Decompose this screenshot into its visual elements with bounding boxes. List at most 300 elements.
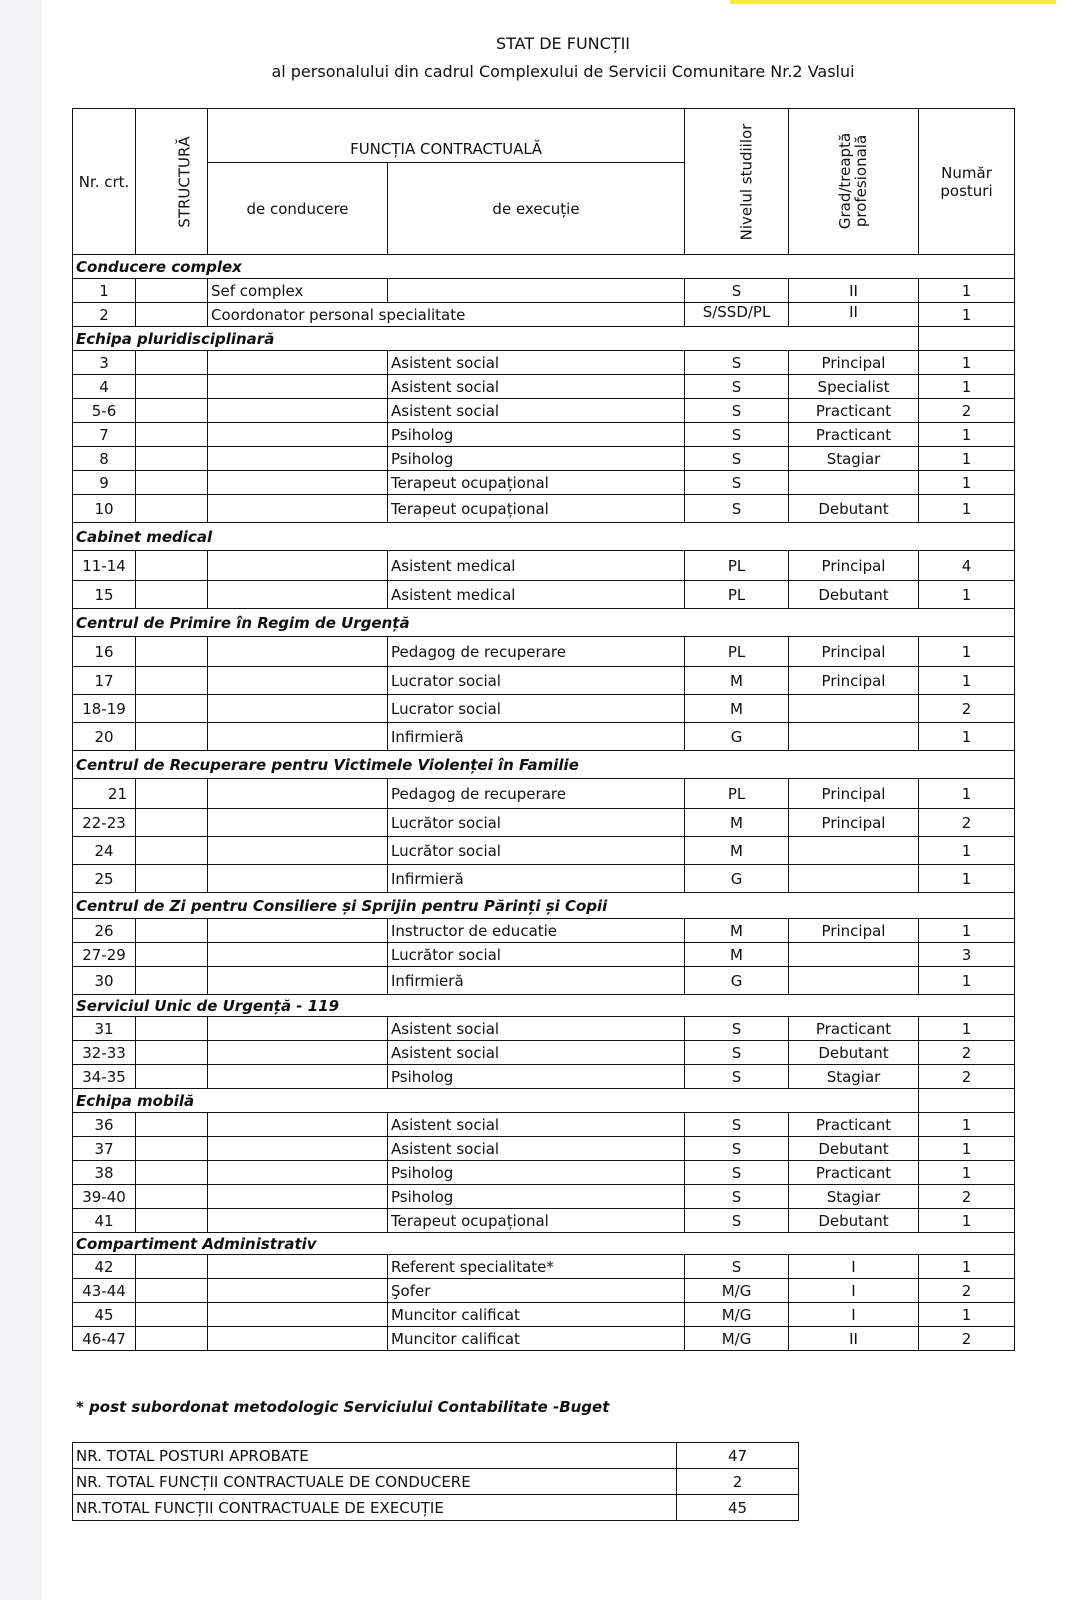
cell-nr-crt: 20 (73, 723, 136, 751)
cell-de-conducere (208, 471, 388, 495)
cell-grad: Principal (789, 351, 919, 375)
cell-nr-crt: 38 (73, 1161, 136, 1185)
cell-de-conducere (208, 495, 388, 523)
cell-numar-posturi: 1 (919, 723, 1015, 751)
cell-de-executie: Pedagog de recuperare (388, 637, 685, 667)
cell-nivelul-studiilor: M (685, 695, 789, 723)
cell-nivelul-studiilor: M (685, 809, 789, 837)
cell-de-executie: Lucrător social (388, 809, 685, 837)
cell-nr-crt: 8 (73, 447, 136, 471)
cell-nivelul-studiilor: S (685, 1161, 789, 1185)
table-row (73, 351, 1015, 375)
cell-de-conducere (208, 1327, 388, 1351)
cell-de-executie: Muncitor calificat (388, 1327, 685, 1351)
cell-numar-posturi: 2 (919, 399, 1015, 423)
cell-nr-crt: 5-6 (73, 399, 136, 423)
cell-de-conducere (208, 1161, 388, 1185)
cell-grad: II (789, 279, 919, 303)
cell-numar-posturi: 2 (919, 1185, 1015, 1209)
cell-nivelul-studiilor: S (685, 1017, 789, 1041)
cell-grad: Specialist (789, 375, 919, 399)
cell-nr-crt: 39-40 (73, 1185, 136, 1209)
totals-value: 45 (677, 1495, 799, 1521)
cell-de-conducere: Sef complex (208, 279, 388, 303)
section-row (73, 523, 1015, 551)
section-title: Conducere complex (73, 255, 1015, 279)
cell-nr-crt: 45 (73, 1303, 136, 1327)
cell-structura (136, 637, 208, 667)
cell-de-executie: Asistent social (388, 1017, 685, 1041)
cell-de-conducere (208, 637, 388, 667)
cell-de-conducere (208, 1137, 388, 1161)
header-structura-label: STRUCTURĂ (175, 135, 194, 228)
cell-de-executie: Psiholog (388, 1161, 685, 1185)
cell-grad: I (789, 1279, 919, 1303)
cell-de-executie: Psiholog (388, 447, 685, 471)
cell-de-conducere (208, 551, 388, 581)
cell-structura (136, 1327, 208, 1351)
cell-grad: Principal (789, 637, 919, 667)
section-row (73, 1233, 1015, 1255)
cell-grad: Stagiar (789, 1185, 919, 1209)
cell-numar-posturi: 1 (919, 1255, 1015, 1279)
table-row (73, 1137, 1015, 1161)
table-row (73, 967, 1015, 995)
cell-nr-crt: 17 (73, 667, 136, 695)
cell-numar-posturi: 1 (919, 447, 1015, 471)
cell-de-conducere (208, 837, 388, 865)
header-de-conducere: de conducere (208, 163, 388, 255)
section-empty-cell (919, 1089, 1015, 1113)
header-grad-label (838, 133, 870, 229)
cell-structura (136, 279, 208, 303)
cell-structura (136, 837, 208, 865)
cell-de-conducere (208, 1255, 388, 1279)
cell-structura (136, 551, 208, 581)
section-row (73, 1089, 1015, 1113)
cell-de-executie: Asistent medical (388, 581, 685, 609)
cell-numar-posturi: 1 (919, 667, 1015, 695)
table-row (73, 1209, 1015, 1233)
cell-structura (136, 779, 208, 809)
cell-numar-posturi: 1 (919, 471, 1015, 495)
cell-de-executie: Referent specialitate* (388, 1255, 685, 1279)
cell-nivelul-studiilor: S (685, 399, 789, 423)
cell-numar-posturi: 1 (919, 495, 1015, 523)
cell-nr-crt: 16 (73, 637, 136, 667)
totals-value: 2 (677, 1469, 799, 1495)
cell-de-executie: Psiholog (388, 1185, 685, 1209)
header-functia-contractuala: FUNCȚIA CONTRACTUALĂ (208, 109, 685, 163)
cell-structura (136, 1279, 208, 1303)
cell-de-conducere (208, 423, 388, 447)
cell-de-conducere (208, 1065, 388, 1089)
cell-de-executie: Şofer (388, 1279, 685, 1303)
cell-de-conducere (208, 399, 388, 423)
totals-value: 47 (677, 1443, 799, 1469)
cell-numar-posturi: 1 (919, 1161, 1015, 1185)
cell-grad: Principal (789, 809, 919, 837)
cell-nr-crt: 10 (73, 495, 136, 523)
cell-de-executie: Psiholog (388, 423, 685, 447)
cell-structura (136, 1255, 208, 1279)
cell-structura (136, 1137, 208, 1161)
document-subtitle: al personalului din cadrul Complexului de Servicii Comunitare Nr.2 Vaslui (271, 62, 855, 81)
cell-structura (136, 303, 208, 327)
cell-numar-posturi: 1 (919, 375, 1015, 399)
cell-numar-posturi: 1 (919, 581, 1015, 609)
section-title: Serviciul Unic de Urgență - 119 (73, 995, 1015, 1017)
header-grad-line1: Grad/treaptă (836, 132, 855, 230)
table-row (73, 695, 1015, 723)
cell-nivelul-studiilor: M/G (685, 1303, 789, 1327)
cell-nivelul-studiilor: PL (685, 779, 789, 809)
table-row (73, 1161, 1015, 1185)
cell-de-executie: Lucrator social (388, 667, 685, 695)
cell-de-executie: Psiholog (388, 1065, 685, 1089)
totals-label: NR. TOTAL FUNCȚII CONTRACTUALE DE CONDUCERE (73, 1469, 677, 1495)
table-row (73, 1113, 1015, 1137)
cell-numar-posturi: 1 (919, 1017, 1015, 1041)
cell-numar-posturi: 1 (919, 423, 1015, 447)
table-row (73, 943, 1015, 967)
cell-nivelul-studiilor: M (685, 919, 789, 943)
table-row (73, 865, 1015, 893)
cell-numar-posturi: 2 (919, 695, 1015, 723)
cell-nivelul-studiilor: S (685, 1041, 789, 1065)
section-row (73, 255, 1015, 279)
cell-structura (136, 1017, 208, 1041)
cell-numar-posturi: 1 (919, 967, 1015, 995)
cell-de-executie: Terapeut ocupațional (388, 471, 685, 495)
cell-de-conducere (208, 695, 388, 723)
cell-de-executie: Instructor de educatie (388, 919, 685, 943)
cell-nr-crt: 46-47 (73, 1327, 136, 1351)
table-row (73, 471, 1015, 495)
cell-de-executie (388, 279, 685, 303)
cell-numar-posturi: 1 (919, 279, 1015, 303)
cell-nr-crt: 11-14 (73, 551, 136, 581)
cell-nivelul-studiilor: M/G (685, 1279, 789, 1303)
cell-nr-crt: 27-29 (73, 943, 136, 967)
cell-structura (136, 495, 208, 523)
cell-de-executie: Asistent social (388, 351, 685, 375)
table-row (73, 779, 1015, 809)
cell-nivelul-studiilor: S (685, 279, 789, 303)
header-nivelul-studiilor-label: Nivelul studiilor (737, 123, 756, 240)
totals-row (73, 1469, 799, 1495)
cell-structura (136, 581, 208, 609)
cell-de-executie: Asistent social (388, 375, 685, 399)
cell-structura (136, 1113, 208, 1137)
header-grad-line2: profesională (852, 134, 871, 228)
cell-de-conducere (208, 1303, 388, 1327)
table-row (73, 447, 1015, 471)
cell-grad: Practicant (789, 1017, 919, 1041)
cell-numar-posturi: 1 (919, 1209, 1015, 1233)
cell-nr-crt: 31 (73, 1017, 136, 1041)
cell-nr-crt: 9 (73, 471, 136, 495)
table-row (73, 809, 1015, 837)
table-row (73, 423, 1015, 447)
cell-nivelul-studiilor: S (685, 375, 789, 399)
table-row (73, 1017, 1015, 1041)
cell-numar-posturi: 1 (919, 1303, 1015, 1327)
cell-structura (136, 1185, 208, 1209)
cell-grad (789, 695, 919, 723)
cell-grad: Debutant (789, 1209, 919, 1233)
cell-grad: Debutant (789, 495, 919, 523)
cell-structura (136, 723, 208, 751)
cell-nivelul-studiilor: S (685, 1137, 789, 1161)
table-row (73, 581, 1015, 609)
table-row (73, 1041, 1015, 1065)
cell-structura (136, 1303, 208, 1327)
cell-nr-crt: 36 (73, 1113, 136, 1137)
cell-numar-posturi: 1 (919, 779, 1015, 809)
cell-de-executie: Pedagog de recuperare (388, 779, 685, 809)
header-de-executie: de execuție (388, 163, 685, 255)
cell-numar-posturi: 1 (919, 919, 1015, 943)
cell-structura (136, 1065, 208, 1089)
cell-de-executie: Asistent social (388, 1041, 685, 1065)
cell-nivelul-studiilor: M (685, 943, 789, 967)
cell-nr-crt: 2 (73, 303, 136, 327)
cell-structura (136, 1041, 208, 1065)
section-row (73, 327, 1015, 351)
cell-structura (136, 667, 208, 695)
cell-nivelul-studiilor: PL (685, 581, 789, 609)
cell-nr-crt: 42 (73, 1255, 136, 1279)
cell-nr-crt: 1 (73, 279, 136, 303)
cell-grad: Debutant (789, 1137, 919, 1161)
cell-numar-posturi: 2 (919, 1279, 1015, 1303)
cell-grad: Debutant (789, 581, 919, 609)
cell-grad: Practicant (789, 1161, 919, 1185)
cell-grad: Principal (789, 667, 919, 695)
cell-numar-posturi: 1 (919, 1137, 1015, 1161)
cell-structura (136, 809, 208, 837)
totals-row (73, 1495, 799, 1521)
cell-de-conducere (208, 447, 388, 471)
cell-nivelul-studiilor: S (685, 423, 789, 447)
cell-numar-posturi: 1 (919, 351, 1015, 375)
cell-de-executie: Infirmieră (388, 723, 685, 751)
cell-de-executie: Lucrator social (388, 695, 685, 723)
cell-structura (136, 423, 208, 447)
cell-nr-crt: 32-33 (73, 1041, 136, 1065)
cell-nivelul-studiilor: S (685, 1113, 789, 1137)
cell-de-conducere (208, 1185, 388, 1209)
header-numar-posturi: Număr posturi (919, 109, 1015, 255)
cell-de-conducere (208, 779, 388, 809)
table-row (73, 637, 1015, 667)
highlight-mark (730, 0, 1056, 4)
cell-grad (789, 723, 919, 751)
cell-grad: I (789, 1303, 919, 1327)
cell-numar-posturi: 2 (919, 809, 1015, 837)
section-empty-cell (919, 327, 1015, 351)
cell-structura (136, 399, 208, 423)
cell-grad (789, 967, 919, 995)
cell-de-conducere (208, 351, 388, 375)
cell-nivelul-studiilor: S (685, 1185, 789, 1209)
cell-grad (789, 943, 919, 967)
positions-table (72, 108, 1015, 1351)
cell-grad: Debutant (789, 1041, 919, 1065)
cell-grad: Principal (789, 919, 919, 943)
cell-nr-crt: 41 (73, 1209, 136, 1233)
cell-nr-crt: 25 (73, 865, 136, 893)
cell-nivelul-studiilor: S (685, 471, 789, 495)
cell-nr-crt: 15 (73, 581, 136, 609)
cell-nivelul-studiilor: S (685, 351, 789, 375)
cell-nivelul-studiilor: PL (685, 551, 789, 581)
table-row (73, 303, 1015, 327)
section-row (73, 609, 1015, 637)
cell-nr-crt: 7 (73, 423, 136, 447)
cell-de-executie: Lucrător social (388, 837, 685, 865)
cell-structura (136, 1209, 208, 1233)
cell-de-conducere (208, 809, 388, 837)
cell-de-conducere (208, 865, 388, 893)
cell-de-executie: Asistent medical (388, 551, 685, 581)
cell-de-executie: Muncitor calificat (388, 1303, 685, 1327)
cell-structura (136, 943, 208, 967)
footnote: * post subordonat metodologic Serviciului Contabilitate -Buget (76, 1398, 610, 1416)
cell-grad: Practicant (789, 423, 919, 447)
cell-structura (136, 1161, 208, 1185)
cell-grad: Stagiar (789, 1065, 919, 1089)
totals-label: NR. TOTAL POSTURI APROBATE (73, 1443, 677, 1469)
cell-structura (136, 967, 208, 995)
table-row (73, 1327, 1015, 1351)
cell-nr-crt: 18-19 (73, 695, 136, 723)
cell-de-conducere (208, 943, 388, 967)
cell-de-executie: Infirmieră (388, 967, 685, 995)
cell-nivelul-studiilor: PL (685, 637, 789, 667)
cell-numar-posturi: 4 (919, 551, 1015, 581)
cell-structura (136, 919, 208, 943)
header-nivelul-studiilor (685, 109, 789, 255)
section-title: Compartiment Administrativ (73, 1233, 1015, 1255)
table-row (73, 375, 1015, 399)
cell-nivelul-studiilor: S (685, 1209, 789, 1233)
cell-nr-crt: 26 (73, 919, 136, 943)
cell-de-executie: Terapeut ocupațional (388, 495, 685, 523)
table-row (73, 919, 1015, 943)
cell-de-conducere (208, 1017, 388, 1041)
cell-nr-crt: 43-44 (73, 1279, 136, 1303)
cell-de-conducere: Coordonator personal specialitate (208, 303, 685, 327)
cell-numar-posturi: 1 (919, 303, 1015, 327)
cell-nr-crt: 21 (73, 779, 136, 809)
table-row (73, 837, 1015, 865)
cell-nr-crt: 30 (73, 967, 136, 995)
cell-numar-posturi: 1 (919, 1113, 1015, 1137)
document-page (42, 0, 1084, 1600)
cell-grad: Principal (789, 779, 919, 809)
cell-de-conducere (208, 967, 388, 995)
cell-de-conducere (208, 1041, 388, 1065)
section-row (73, 751, 1015, 779)
cell-nivelul-studiilor: S (685, 447, 789, 471)
section-title: Echipa pluridisciplinară (73, 327, 919, 351)
cell-structura (136, 375, 208, 399)
section-title: Centrul de Primire în Regim de Urgență (73, 609, 1015, 637)
cell-grad: Practicant (789, 399, 919, 423)
cell-nivelul-studiilor: G (685, 967, 789, 995)
table-row (73, 723, 1015, 751)
cell-nivelul-studiilor: S (685, 1065, 789, 1089)
cell-de-executie: Infirmieră (388, 865, 685, 893)
cell-grad: Stagiar (789, 447, 919, 471)
cell-nr-crt: 3 (73, 351, 136, 375)
cell-grad (789, 837, 919, 865)
cell-numar-posturi: 2 (919, 1041, 1015, 1065)
header-nr-crt: Nr. crt. (73, 109, 136, 255)
cell-grad (789, 865, 919, 893)
table-row (73, 1279, 1015, 1303)
table-row (73, 667, 1015, 695)
cell-nr-crt: 22-23 (73, 809, 136, 837)
table-row (73, 1303, 1015, 1327)
cell-nr-crt: 4 (73, 375, 136, 399)
cell-de-executie: Asistent social (388, 1137, 685, 1161)
cell-nr-crt: 24 (73, 837, 136, 865)
cell-de-conducere (208, 1209, 388, 1233)
totals-label: NR.TOTAL FUNCȚII CONTRACTUALE DE EXECUȚIE (73, 1495, 677, 1521)
cell-numar-posturi: 3 (919, 943, 1015, 967)
cell-structura (136, 695, 208, 723)
section-title: Echipa mobilă (73, 1089, 919, 1113)
section-row (73, 995, 1015, 1017)
cell-nivelul-studiilor: S (685, 495, 789, 523)
cell-grad: Practicant (789, 1113, 919, 1137)
cell-nivelul-studiilor: M (685, 837, 789, 865)
table-row (73, 551, 1015, 581)
table-row (73, 399, 1015, 423)
cell-structura (136, 351, 208, 375)
cell-grad: II (789, 1327, 919, 1351)
cell-de-executie: Asistent social (388, 399, 685, 423)
cell-nivelul-studiilor: S/SSD/PL (685, 303, 789, 327)
cell-structura (136, 447, 208, 471)
cell-de-executie: Asistent social (388, 1113, 685, 1137)
cell-grad: II (789, 303, 919, 327)
section-row (73, 893, 1015, 919)
cell-de-conducere (208, 375, 388, 399)
cell-numar-posturi: 1 (919, 637, 1015, 667)
cell-nivelul-studiilor: S (685, 1255, 789, 1279)
cell-de-conducere (208, 919, 388, 943)
cell-grad (789, 471, 919, 495)
header-grad (789, 109, 919, 255)
cell-nivelul-studiilor: M/G (685, 1327, 789, 1351)
document-title: STAT DE FUNCȚII (495, 34, 631, 53)
section-title: Centrul de Zi pentru Consiliere și Sprijin pentru Părinți și Copii (73, 893, 1015, 919)
cell-de-executie: Terapeut ocupațional (388, 1209, 685, 1233)
table-row (73, 1065, 1015, 1089)
cell-numar-posturi: 2 (919, 1065, 1015, 1089)
cell-grad: I (789, 1255, 919, 1279)
cell-de-conducere (208, 1113, 388, 1137)
cell-nivelul-studiilor: G (685, 865, 789, 893)
cell-de-conducere (208, 581, 388, 609)
table-row (73, 1255, 1015, 1279)
cell-numar-posturi: 2 (919, 1327, 1015, 1351)
cell-structura (136, 471, 208, 495)
